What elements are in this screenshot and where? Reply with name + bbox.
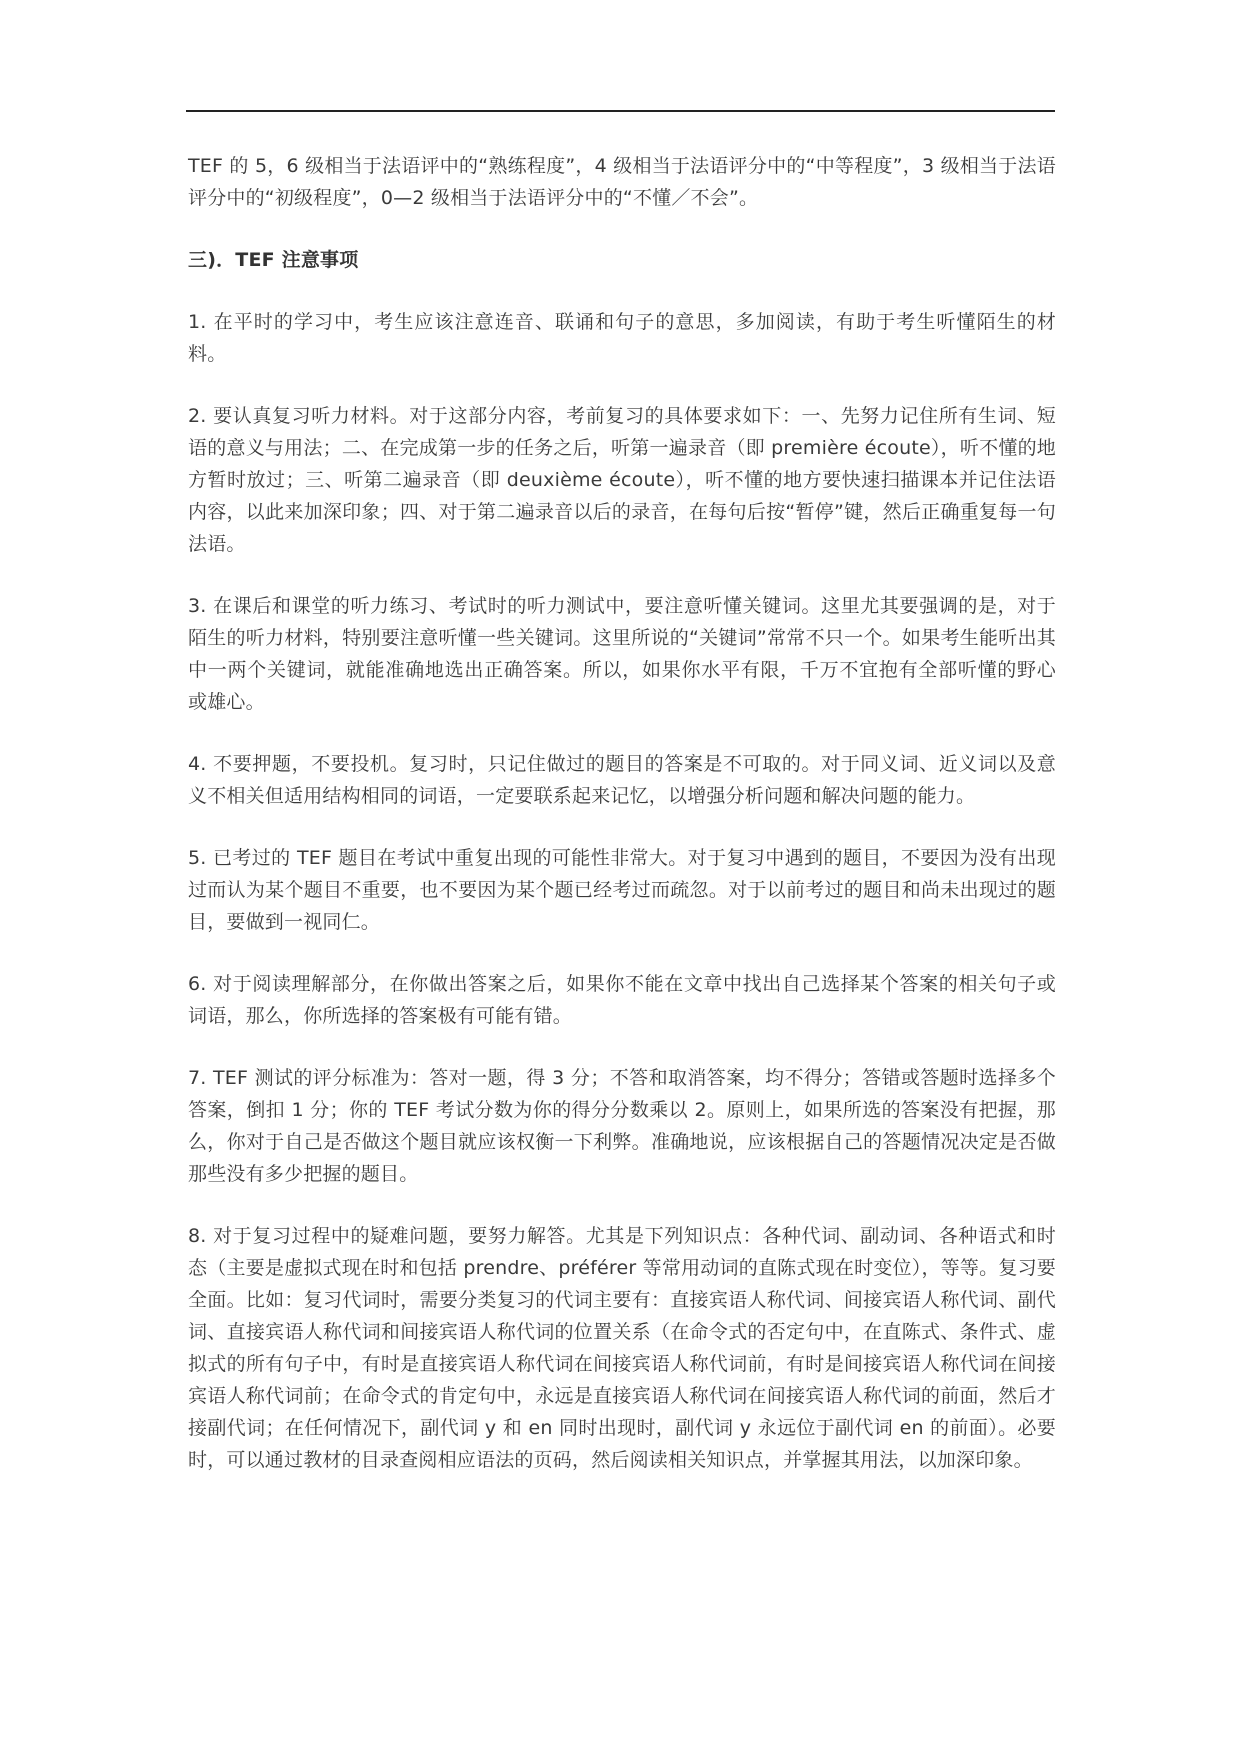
list-item-4: 4. 不要押题，不要投机。复习时，只记住做过的题目的答案是不可取的。对于同义词、近义词以及意义不相关但适用结构相同的词语，一定要联系起来记忆，以增强分析问题和解决问题的能力。	[188, 753, 1056, 807]
section-heading: 三)．TEF 注意事项	[188, 249, 359, 271]
list-item-8: 8. 对于复习过程中的疑难问题，要努力解答。尤其是下列知识点：各种代词、副动词、各种语式和时态（主要是虚拟式现在时和包括 prendre、préférer 等常用动词的直陈式现在时变位），等等。复习要全面。比如：复习代词时，需要分类复习的代词主要有：直接宾语人称代词、间接宾语人称代词、副代词、直接宾语人称代词和间接宾语人称代词的位置关系（在命令式的否定句中，在直陈式、条件式、虚拟式的所有句子中，有时是直接宾语人称代词在间接宾语人称代词前，有时是间接宾语人称代词在间接宾语人称代词前；在命令式的肯定句中，永远是直接宾语人称代词在间接宾语人称代词的前面，然后才接副代词；在任何情况下，副代词 y 和 en 同时出现时，副代词 y 永远位于副代词 en 的前面）。必要时，可以通过教材的目录查阅相应语法的页码，然后阅读相关知识点，并掌握其用法，以加深印象。	[188, 1225, 1056, 1471]
list-item-5: 5. 已考过的 TEF 题目在考试中重复出现的可能性非常大。对于复习中遇到的题目，不要因为没有出现过而认为某个题目不重要，也不要因为某个题已经考过而疏忽。对于以前考过的题目和尚未出现过的题目，要做到一视同仁。	[188, 847, 1056, 933]
document-body	[188, 150, 1056, 1506]
list-item-6: 6. 对于阅读理解部分，在你做出答案之后，如果你不能在文章中找出自己选择某个答案的相关句子或词语，那么，你所选择的答案极有可能有错。	[188, 973, 1056, 1027]
list-item-2: 2. 要认真复习听力材料。对于这部分内容，考前复习的具体要求如下：一、先努力记住所有生词、短语的意义与用法；二、在完成第一步的任务之后，听第一遍录音（即 première écoute），听不懂的地方暂时放过；三、听第二遍录音（即 deuxième écoute），听不懂的地方要快速扫描课本并记住法语内容，以此来加深印象；四、对于第二遍录音以后的录音，在每句后按“暂停”键，然后正确重复每一句法语。	[188, 405, 1056, 555]
list-item-1: 1. 在平时的学习中，考生应该注意连音、联诵和句子的意思，多加阅读，有助于考生听懂陌生的材料。	[188, 311, 1056, 365]
header-rule	[186, 110, 1055, 112]
list-item-7: 7. TEF 测试的评分标准为：答对一题，得 3 分；不答和取消答案，均不得分；答错或答题时选择多个答案，倒扣 1 分；你的 TEF 考试分数为你的得分分数乘以 2。原则上，如果所选的答案没有把握，那么，你对于自己是否做这个题目就应该权衡一下利弊。准确地说，应该根据自己的答题情况决定是否做那些没有多少把握的题目。	[188, 1067, 1056, 1185]
intro-paragraph: TEF 的 5，6 级相当于法语评中的“熟练程度”，4 级相当于法语评分中的“中等程度”，3 级相当于法语评分中的“初级程度”，0—2 级相当于法语评分中的“不懂／不会”。	[188, 155, 1056, 209]
list-item-3: 3. 在课后和课堂的听力练习、考试时的听力测试中，要注意听懂关键词。这里尤其要强调的是，对于陌生的听力材料，特别要注意听懂一些关键词。这里所说的“关键词”常常不只一个。如果考生能听出其中一两个关键词，就能准确地选出正确答案。所以，如果你水平有限，千万不宜抱有全部听懂的野心 或雄心。	[188, 595, 1056, 713]
